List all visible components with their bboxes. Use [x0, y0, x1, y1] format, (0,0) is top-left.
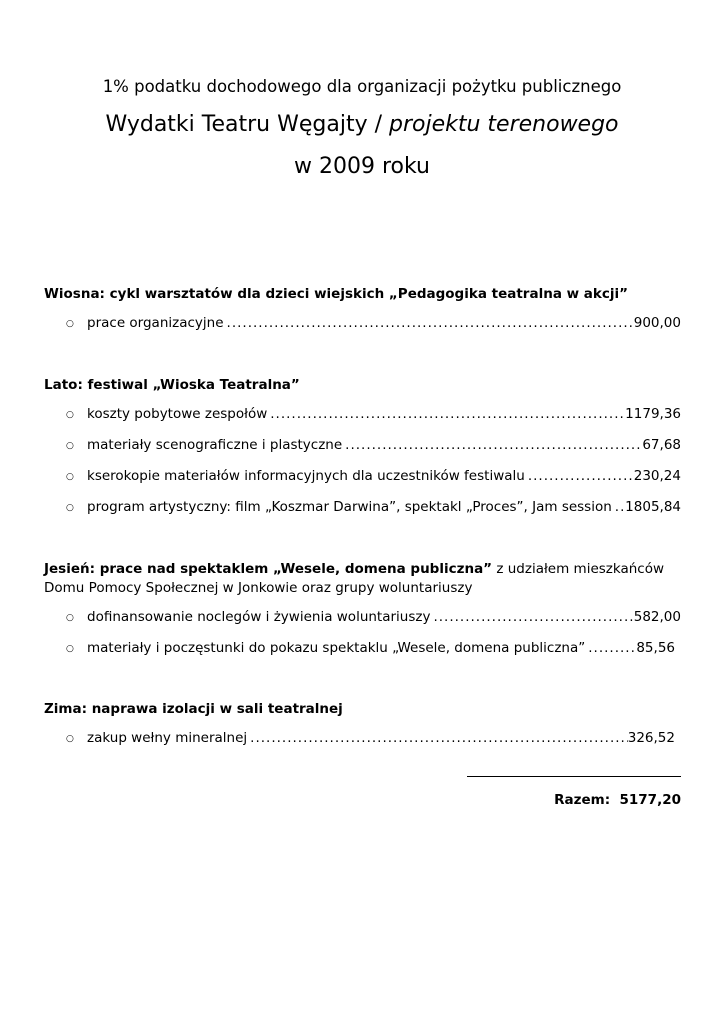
list-item	[66, 406, 681, 426]
dot-leader	[430, 609, 633, 625]
item-label: dofinansowanie noclegów i żywienia woluntariuszy	[87, 609, 431, 625]
item-amount: 326,52	[627, 730, 675, 746]
item-label: prace organizacyjne	[87, 315, 224, 331]
page-title	[0, 112, 724, 137]
item-label: materiały scenograficzne i plastyczne	[87, 437, 343, 453]
section-title-autumn-rest: z udziałem mieszkańców Domu Pomocy Społecznej w Jonkowie oraz grupy woluntariuszy	[44, 561, 665, 596]
list-item	[66, 437, 681, 457]
list-item	[66, 609, 681, 629]
item-label: zakup wełny mineralnej	[87, 730, 248, 746]
total-amount: 5177,20	[619, 792, 681, 808]
item-amount: 582,00	[633, 609, 681, 625]
bullet-icon: ○	[66, 410, 74, 420]
list-item	[66, 468, 681, 488]
total-label: Razem:	[554, 792, 611, 808]
total-divider	[467, 776, 681, 777]
item-amount: 85,56	[636, 640, 675, 656]
item-amount: 900,00	[633, 315, 681, 331]
section-title-autumn	[44, 560, 674, 598]
dot-leader	[585, 640, 636, 656]
item-amount: 230,24	[633, 468, 681, 484]
total-sum	[554, 792, 681, 808]
bullet-icon: ○	[66, 613, 74, 623]
bullet-icon: ○	[66, 472, 74, 482]
item-amount: 1179,36	[625, 406, 681, 422]
title-year: w 2009 roku	[294, 154, 430, 179]
bullet-icon: ○	[66, 441, 74, 451]
bullet-icon: ○	[66, 319, 74, 329]
item-amount: 67,68	[642, 437, 681, 453]
bullet-icon: ○	[66, 503, 74, 513]
item-label: materiały i poczęstunki do pokazu spektaklu „Wesele, domena publiczna”	[87, 640, 586, 656]
dot-leader	[267, 406, 625, 422]
list-item	[66, 499, 681, 519]
item-label: program artystyczny: film „Koszmar Darwina”, spektakl „Proces”, Jam session	[87, 499, 612, 515]
item-label: koszty pobytowe zespołów	[87, 406, 268, 422]
bullet-icon: ○	[66, 644, 74, 654]
dot-leader	[342, 437, 642, 453]
section-title-autumn-bold: Jesień: prace nad spektaklem „Wesele, domena publiczna”	[44, 561, 493, 577]
list-item	[66, 315, 681, 335]
dot-leader	[525, 468, 634, 484]
list-item	[66, 640, 675, 660]
title-italic: projektu terenowego	[389, 112, 619, 137]
section-title-summer: Lato: festiwal „Wioska Teatralna”	[44, 377, 300, 393]
item-amount: 1805,84	[625, 499, 681, 515]
header-subtitle: 1% podatku dochodowego dla organizacji pożytku publicznego	[102, 77, 622, 96]
section-title-spring: Wiosna: cykl warsztatów dla dzieci wiejskich „Pedagogika teatralna w akcji”	[44, 286, 629, 302]
list-item	[66, 730, 675, 750]
dot-leader	[247, 730, 628, 746]
section-title-winter: Zima: naprawa izolacji w sali teatralnej	[44, 701, 343, 717]
dot-leader	[224, 315, 634, 331]
item-label: kserokopie materiałów informacyjnych dla uczestników festiwalu	[87, 468, 525, 484]
title-main: Wydatki Teatru Węgajty /	[105, 112, 389, 137]
dot-leader	[612, 499, 625, 515]
bullet-icon: ○	[66, 734, 74, 744]
